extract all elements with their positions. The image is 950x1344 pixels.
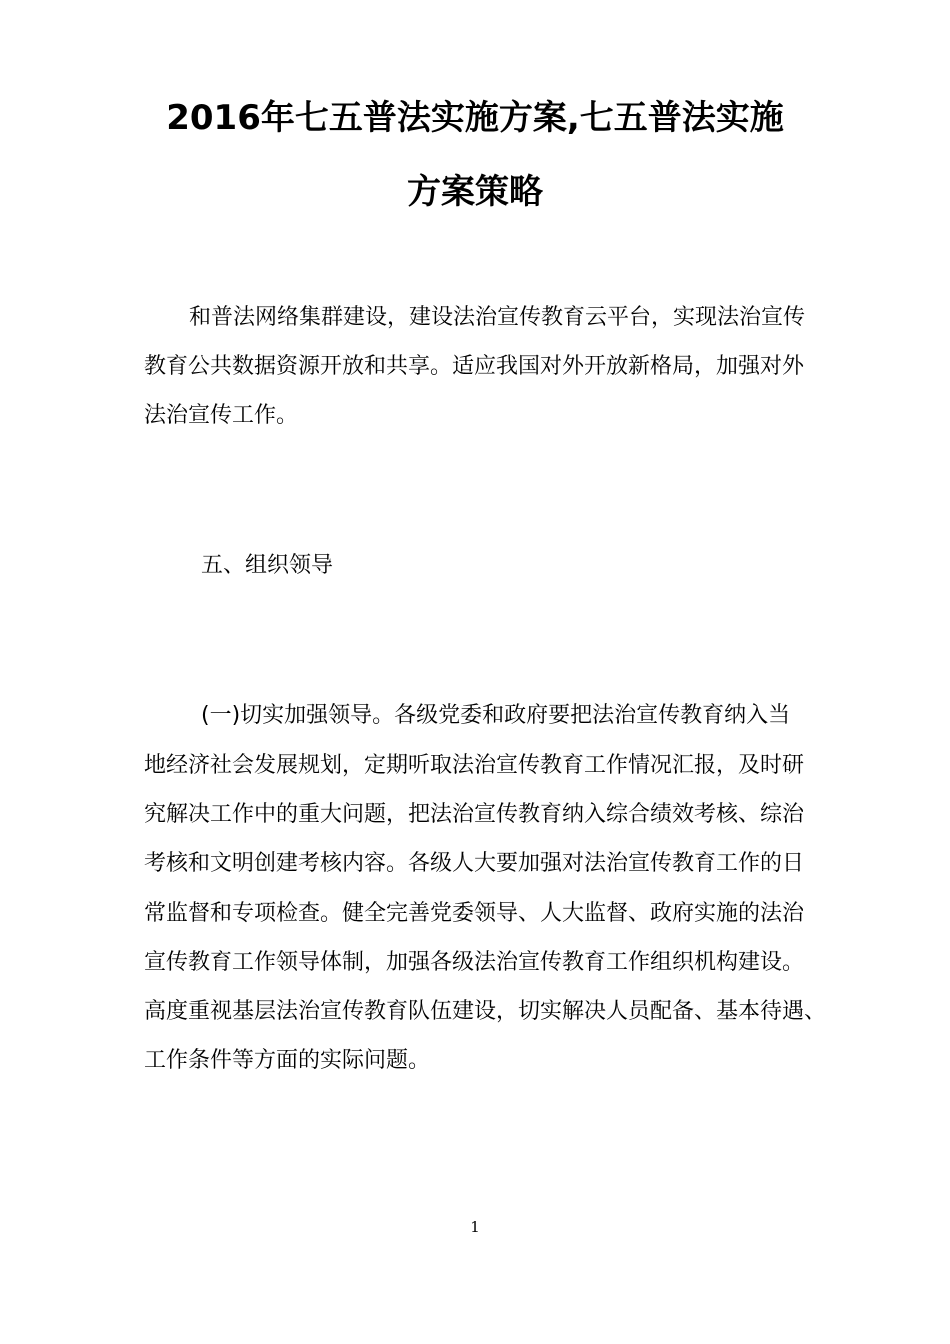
paragraph-2-line-6: 宣传教育工作领导体制，加强各级法治宣传教育工作组织机构建设。	[144, 950, 805, 975]
paragraph-2-line-1: (一)切实加强领导。各级党委和政府要把法治宣传教育纳入当	[201, 703, 791, 728]
page-number: 1	[470, 1218, 480, 1236]
paragraph-2-line-5: 常监督和专项检查。健全完善党委领导、人大监督、政府实施的法治	[144, 901, 805, 926]
paragraph-2-line-2: 地经济社会发展规划，定期听取法治宣传教育工作情况汇报，及时研	[144, 753, 805, 778]
paragraph-2-line-3: 究解决工作中的重大问题，把法治宣传教育纳入综合绩效考核、综治	[144, 802, 805, 827]
paragraph-1-line-1: 和普法网络集群建设，建设法治宣传教育云平台，实现法治宣传	[189, 305, 806, 330]
section-heading: 五、组织领导	[201, 553, 334, 578]
paragraph-1-line-2: 教育公共数据资源开放和共享。适应我国对外开放新格局，加强对外	[144, 354, 805, 379]
paragraph-2-line-4: 考核和文明创建考核内容。各级人大要加强对法治宣传教育工作的日	[144, 851, 805, 876]
paragraph-2-line-8: 工作条件等方面的实际问题。	[144, 1048, 431, 1073]
paragraph-1-line-3: 法治宣传工作。	[144, 403, 299, 428]
paragraph-2-line-7: 高度重视基层法治宣传教育队伍建设，切实解决人员配备、基本待遇、	[144, 999, 827, 1024]
document-title-line-1: 2016年七五普法实施方案,七五普法实施	[166, 98, 784, 138]
document-title-line-2: 方案策略	[407, 172, 543, 212]
